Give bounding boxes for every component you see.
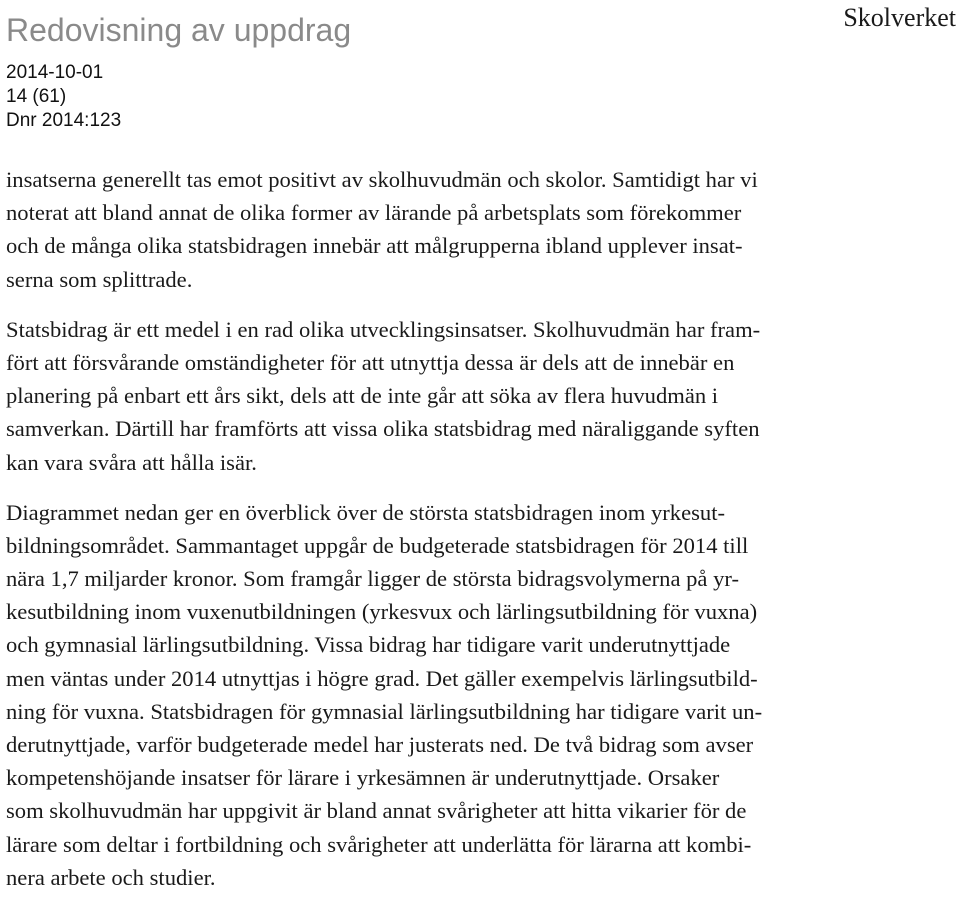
page-number: 14 (61) (6, 86, 67, 107)
document-date: 2014-10-01 (6, 62, 104, 83)
text-line: men väntas under 2014 utnyttjas i högre grad. Det gäller exempelvis lärlingsutbild- (6, 665, 758, 691)
text-line: och gymnasial lärlingsutbildning. Vissa bidrag har tidigare varit underutnyttjade (6, 632, 731, 658)
document-title: Redovisning av uppdrag (6, 12, 352, 48)
text-line: som skolhuvudmän har uppgivit är bland annat svårigheter att hitta vikarier för de (6, 798, 747, 824)
text-line: och de många olika statsbidragen innebär att målgrupperna ibland upplever insat- (6, 233, 743, 259)
text-line: serna som splittrade. (6, 266, 193, 292)
organization-name: Skolverket (843, 3, 956, 32)
text-line: lärare som deltar i fortbildning och svårigheter att underlätta för lärarna att kombi- (6, 831, 752, 857)
text-line: ning för vuxna. Statsbidragen för gymnasial lärlingsutbildning har tidigare varit un- (6, 698, 763, 724)
text-line: noterat att bland annat de olika former av lärande på arbetsplats som förekommer (6, 200, 742, 226)
text-line: insatserna generellt tas emot positivt av skolhuvudmän och skolor. Samtidigt har vi (6, 167, 758, 192)
text-line: bildningsområdet. Sammantaget uppgår de budgeterade statsbidragen för 2014 till (6, 532, 749, 558)
text-line: planering på enbart ett års sikt, dels att de inte går att söka av flera huvudmän i (6, 383, 719, 409)
text-line: samverkan. Därtill har framförts att vissa olika statsbidrag med näraliggande syften (6, 416, 760, 442)
paragraph-reception (6, 163, 956, 296)
paragraph-diagram-overview (6, 496, 956, 894)
text-line: nära 1,7 miljarder kronor. Som framgår ligger de största bidragsvolymerna på yr- (6, 566, 739, 592)
text-line: Diagrammet nedan ger en överblick över de största statsbidragen inom yrkesut- (6, 499, 726, 525)
text-line: nera arbete och studier. (6, 864, 216, 890)
text-line: derutnyttjade, varför budgeterade medel har justerats ned. De två bidrag som avser (6, 732, 754, 757)
page-header (0, 0, 960, 140)
body-text (6, 163, 956, 911)
text-line: kompetenshöjande insatser för lärare i yrkesämnen är underutnyttjade. Orsaker (6, 765, 720, 791)
paragraph-statsbidrag (6, 313, 956, 479)
text-line: fört att försvårande omständigheter för att utnyttja dessa är dels att de innebär en (6, 349, 735, 375)
document-meta (6, 61, 121, 133)
reference-number: Dnr 2014:123 (6, 110, 122, 131)
text-line: Statsbidrag är ett medel i en rad olika utvecklingsinsatser. Skolhuvudmän har fram- (6, 316, 761, 342)
text-line: kesutbildning inom vuxenutbildningen (yrkesvux och lärlingsutbildning för vuxna) (6, 599, 758, 625)
text-line: kan vara svåra att hålla isär. (6, 449, 257, 475)
